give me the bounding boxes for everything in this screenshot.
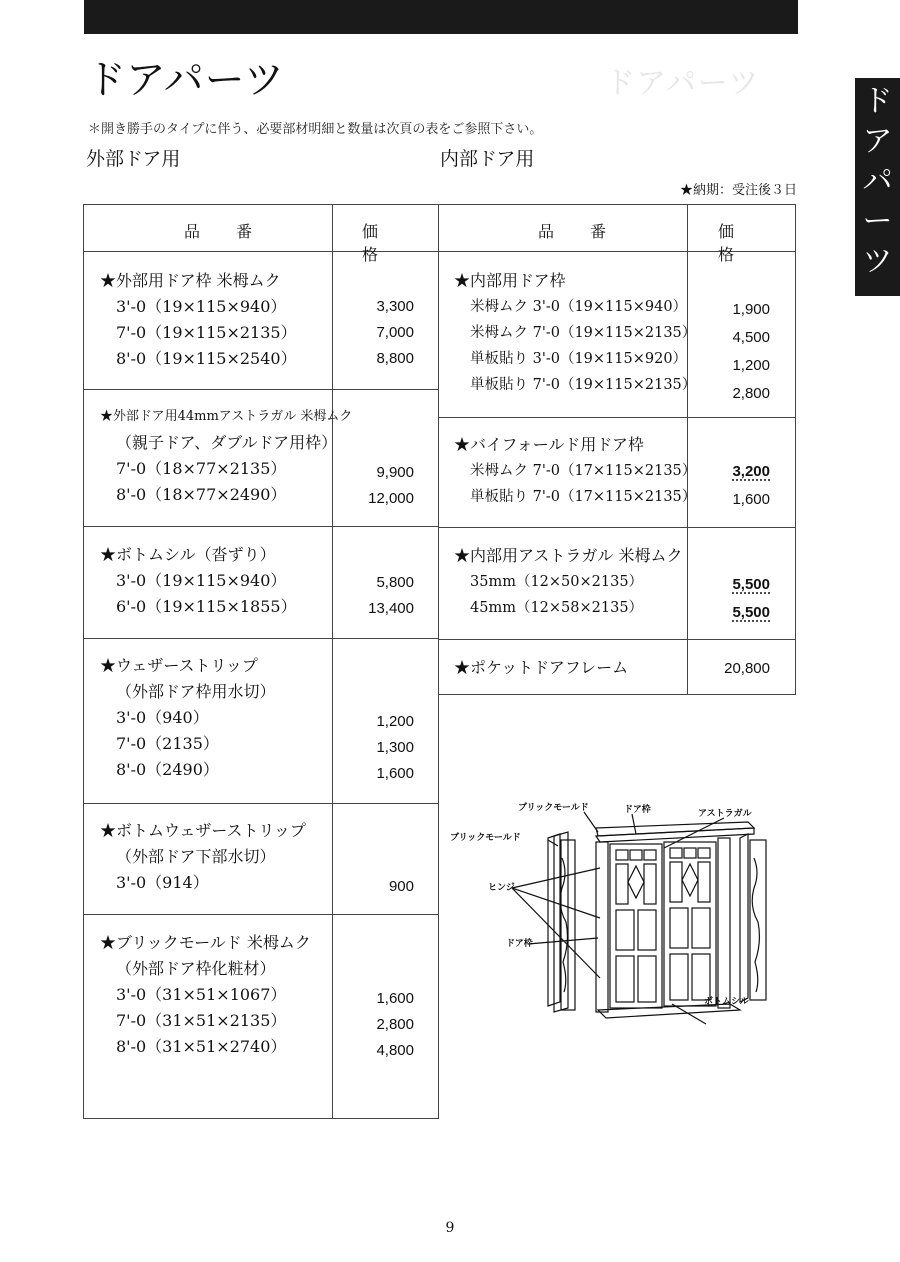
- diagram-label-astragal: アストラガル: [698, 809, 752, 819]
- item-code: 35mm（12×50×2135）: [470, 574, 644, 590]
- interior-price-header: 価 格: [718, 222, 771, 264]
- price-value: 2,800: [732, 385, 770, 402]
- reference-note: ＊開き勝手のタイプに伴う、必要部材明細と数量は次頁の表をご参照下さい。: [88, 122, 543, 137]
- price-value: 13,400: [368, 600, 414, 617]
- item-code: 3'-0（914）: [116, 873, 209, 892]
- price-value: 3,200: [732, 463, 770, 480]
- group-title: ★内部用アストラガル 米栂ムク: [454, 546, 683, 565]
- item-code: 3'-0（19×115×940）: [116, 297, 287, 316]
- diagram-label-door-frame-top: ドア枠: [624, 805, 651, 815]
- exterior-parts-table: [83, 204, 439, 1119]
- exterior-group-bottom-sill: [100, 542, 297, 620]
- price-value: 1,200: [376, 713, 414, 730]
- group-title: ★ブリックモールド 米栂ムク: [100, 933, 311, 952]
- group-title: ★ウェザーストリップ: [100, 656, 258, 675]
- item-code: 米栂ムク 7'-0（17×115×2135）: [470, 463, 697, 479]
- page-title: ドアパーツ: [86, 57, 285, 103]
- interior-group-door-frame-prices: [732, 296, 770, 408]
- top-banner-bar: [84, 0, 798, 34]
- exterior-group-door-frame: [100, 268, 297, 372]
- side-tab-char: ア: [862, 124, 893, 159]
- price-value: 1,600: [732, 491, 770, 508]
- exterior-group-weatherstrip-prices: [376, 709, 414, 787]
- item-code: 米栂ムク 3'-0（19×115×940）: [470, 299, 688, 315]
- group-title: ★内部用ドア枠: [454, 271, 566, 290]
- exterior-group-bottom-weatherstrip: [100, 818, 306, 896]
- diagram-label-bottom-sill: ボトムシル: [704, 997, 749, 1007]
- exterior-price-header: 価 格: [362, 222, 415, 264]
- price-value: 5,800: [376, 574, 414, 591]
- item-code: 6'-0（19×115×1855）: [116, 597, 297, 616]
- interior-parts-table: [438, 204, 796, 695]
- item-code: 8'-0（31×51×2740）: [116, 1037, 287, 1056]
- price-value: 20,800: [724, 660, 770, 677]
- exterior-group-door-frame-prices: [376, 294, 414, 372]
- side-tab-char: パ: [862, 164, 893, 199]
- price-value: 3,300: [376, 298, 414, 315]
- price-value: 7,000: [376, 324, 414, 341]
- price-value: 8,800: [376, 350, 414, 367]
- interior-group-bifold-frame-prices: [732, 458, 770, 514]
- exterior-group-brick-mold-prices: [376, 986, 414, 1064]
- price-value: 1,600: [376, 990, 414, 1007]
- item-code: 45mm（12×58×2135）: [470, 600, 644, 616]
- price-value: 12,000: [368, 490, 414, 507]
- side-tab-char: ツ: [862, 244, 893, 279]
- item-code: 3'-0（19×115×940）: [116, 571, 287, 590]
- item-code: 8'-0（18×77×2490）: [116, 485, 287, 504]
- price-value: 1,300: [376, 739, 414, 756]
- price-value: 1,600: [376, 765, 414, 782]
- price-value: 4,500: [732, 329, 770, 346]
- group-title: ★ボトムシル（沓ずり）: [100, 545, 276, 564]
- exterior-section-heading: 外部ドア用: [86, 148, 181, 170]
- price-value: 1,900: [732, 301, 770, 318]
- price-value: 5,500: [732, 576, 770, 593]
- interior-section-heading: 内部ドア用: [440, 148, 535, 170]
- exterior-group-weatherstrip: [100, 653, 276, 783]
- diagram-box: [438, 694, 439, 1119]
- price-value: 5,500: [732, 604, 770, 621]
- group-subtitle: （外部ドア枠化粧材）: [116, 959, 276, 978]
- interior-group-astragal: [454, 543, 682, 621]
- exterior-group-astragal-prices: [368, 460, 414, 512]
- page-number: 9: [445, 1220, 455, 1236]
- item-code: 8'-0（2490）: [116, 760, 219, 779]
- exterior-group-bottom-sill-prices: [368, 570, 414, 622]
- interior-group-door-frame: [454, 268, 696, 398]
- price-value: 2,800: [376, 1016, 414, 1033]
- ghost-title: ドアパーツ: [605, 66, 761, 101]
- item-code: 3'-0（31×51×1067）: [116, 985, 287, 1004]
- diagram-label-door-frame-side: ドア枠: [506, 939, 533, 949]
- group-title: ★ポケットドアフレーム: [454, 658, 629, 677]
- item-code: 7'-0（19×115×2135）: [116, 323, 297, 342]
- item-code: 米栂ムク 7'-0（19×115×2135）: [470, 325, 697, 341]
- side-index-tab[interactable]: [855, 78, 900, 296]
- door-parts-diagram: [448, 798, 788, 1028]
- group-title: ★外部ドア用44mmアストラガル 米栂ムク: [100, 409, 353, 424]
- exterior-group-bottom-weatherstrip-prices: [389, 874, 414, 900]
- group-subtitle: （外部ドア下部水切）: [116, 847, 276, 866]
- diagram-label-brick-mold-2: ブリックモールド: [450, 833, 521, 843]
- item-code: 7'-0（31×51×2135）: [116, 1011, 287, 1030]
- exterior-item-header: 品 番: [184, 222, 263, 241]
- interior-item-header: 品 番: [538, 222, 617, 241]
- interior-group-astragal-prices: [732, 571, 770, 627]
- exterior-group-brick-mold: [100, 930, 311, 1060]
- item-code: 単板貼り 7'-0（19×115×2135）: [470, 377, 697, 393]
- item-code: 7'-0（18×77×2135）: [116, 459, 287, 478]
- price-value: 4,800: [376, 1042, 414, 1059]
- price-value: 9,900: [376, 464, 414, 481]
- side-tab-char: ド: [862, 84, 893, 119]
- item-code: 8'-0（19×115×2540）: [116, 349, 297, 368]
- diagram-label-brick-mold: ブリックモールド: [518, 803, 589, 813]
- lead-time-note: ★納期：受注後３日: [679, 183, 797, 198]
- item-code: 単板貼り 7'-0（17×115×2135）: [470, 489, 697, 505]
- group-title: ★外部用ドア枠 米栂ムク: [100, 271, 281, 290]
- exterior-group-astragal: [100, 404, 352, 508]
- interior-group-pocket-frame: [454, 655, 628, 681]
- group-subtitle: （外部ドア枠用水切）: [116, 682, 276, 701]
- interior-group-pocket-frame-prices: [724, 656, 770, 682]
- price-value: 1,200: [732, 357, 770, 374]
- group-subtitle: （親子ドア、ダブルドア用枠）: [116, 433, 338, 452]
- group-title: ★ボトムウェザーストリップ: [100, 821, 306, 840]
- side-tab-char: ー: [862, 204, 893, 239]
- price-value: 900: [388, 878, 414, 895]
- interior-group-bifold-frame: [454, 432, 696, 510]
- item-code: 3'-0（940）: [116, 708, 209, 727]
- item-code: 単板貼り 3'-0（19×115×920）: [470, 351, 688, 367]
- diagram-label-hinge: ヒンジ: [488, 883, 515, 893]
- group-title: ★バイフォールド用ドア枠: [454, 435, 644, 454]
- item-code: 7'-0（2135）: [116, 734, 219, 753]
